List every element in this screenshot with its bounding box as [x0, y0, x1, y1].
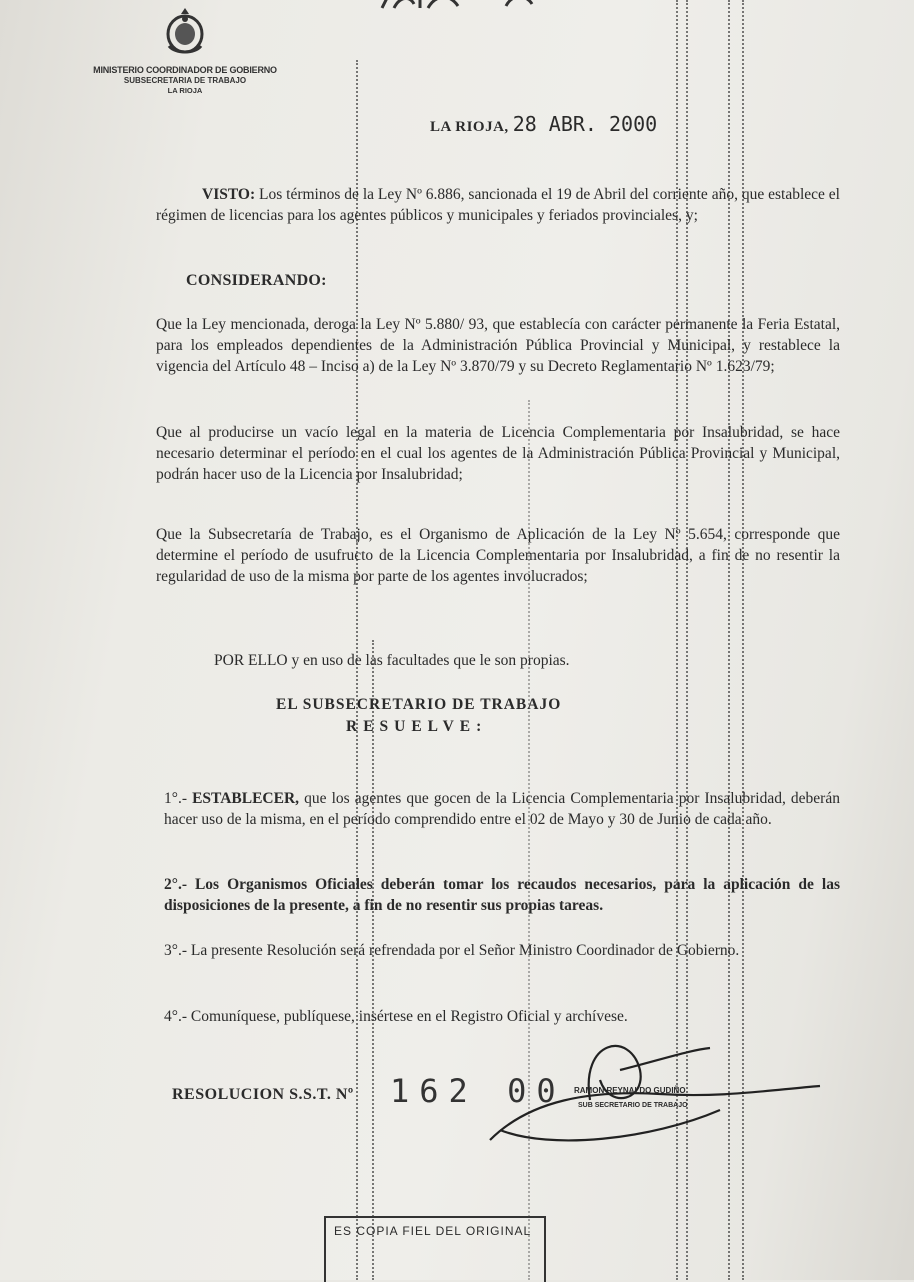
stamp-text: ES COPIA FIEL DEL ORIGINAL: [334, 1224, 532, 1238]
top-handwriting: [380, 0, 540, 14]
signatory-role: SUB SECRETARIO DE TRABAJO: [578, 1102, 688, 1109]
visto-paragraph: [156, 184, 840, 226]
article-label: ESTABLECER,: [192, 790, 300, 807]
article-number: 1°.-: [164, 790, 193, 807]
considerando-paragraph: Que al producirse un vacío legal en la materia de Licencia Complementaria por Insalubridad, se hace necesario determinar el período en el cual los agentes de la Administración Pública Provincial y Municipal, podrán hacer uso de la Licencia por Insalubridad;: [156, 424, 840, 483]
authority-heading: EL SUBSECRETARIO DE TRABAJO: [276, 696, 562, 713]
article-text: Comuníquese, publíquese, insértese en el Registro Oficial y archívese.: [190, 1008, 628, 1025]
certified-copy-stamp: [324, 1216, 546, 1282]
resolution-label: RESOLUCION S.S.T. Nº: [172, 1086, 354, 1103]
article-number: 2°.-: [164, 876, 195, 893]
resolution-number: 162 00: [390, 1072, 566, 1110]
copy-streak: [356, 60, 358, 1280]
resuelve-heading: RESUELVE:: [346, 718, 488, 735]
article-4: [164, 1006, 840, 1027]
article-text: Los Organismos Oficiales deberán tomar los recaudos necesarios, para la aplicación de las disposiciones de la presente, a fin de no resentir sus propias tareas.: [164, 876, 840, 914]
subsecretariat-name: SUBSECRETARIA DE TRABAJO: [123, 76, 247, 85]
article-text: La presente Resolución será refrendada por el Señor Ministro Coordinador de Gobierno.: [190, 942, 740, 959]
ministry-name: MINISTERIO COORDINADOR DE GOBIERNO: [93, 65, 277, 75]
visto-text: Los términos de la Ley Nº 6.886, sancionada el 19 de Abril del corriente año, que establece el régimen de licencias para los agentes públicos y municipales y feriados provinciales, y;: [156, 186, 840, 224]
signatory-name: RAMON REYNALDO GUDIÑO: [574, 1086, 686, 1095]
considerando-paragraph: Que la Subsecretaría de Trabajo, es el Organismo de Aplicación de la Ley Nº 5.654, corresponde que determine el período de usufructo de la Licencia Complementaria por Insalubridad, a fin de no resentir la regularidad de uso de la misma por parte de los agentes involucrados;: [156, 526, 840, 585]
visto-label: VISTO:: [202, 186, 256, 203]
por-ello-text: y en uso de las facultades que le son propias.: [287, 652, 570, 669]
article-2: [164, 874, 840, 916]
article-1: [164, 788, 840, 830]
considerando-heading: CONSIDERANDO:: [186, 272, 327, 289]
city-name: LA RIOJA: [167, 86, 203, 95]
date-place: LA RIOJA,: [430, 119, 509, 135]
considerando-paragraph: Que la Ley mencionada, deroga la Ley Nº 5.880/ 93, que establecía con carácter permanente la Feria Estatal, para los empleados dependientes de la Administración Pública Provincial y Municipal, y restablece la vigencia del Artículo 48 – Inciso a) de la Ley Nº 3.870/79 y su Decreto Reglamentario Nº 1.623/79;: [156, 316, 840, 375]
letterhead: [70, 6, 300, 95]
article-3: [164, 940, 840, 961]
article-text: que los agentes que gocen de la Licencia Complementaria por Insalubridad, deberán hacer uso de la misma, en el período comprendido entre el 02 de Mayo y 30 de Junio de cada año.: [164, 790, 840, 828]
por-ello-line: [214, 652, 570, 670]
article-number: 3°.-: [164, 942, 191, 959]
article-number: 4°.-: [164, 1008, 191, 1025]
signature-scribble: [470, 1030, 830, 1160]
date-line: [430, 112, 657, 136]
por-ello-label: POR ELLO: [214, 652, 288, 669]
date-stamp: 28 ABR. 2000: [512, 112, 658, 136]
coat-of-arms-icon: [163, 6, 207, 56]
